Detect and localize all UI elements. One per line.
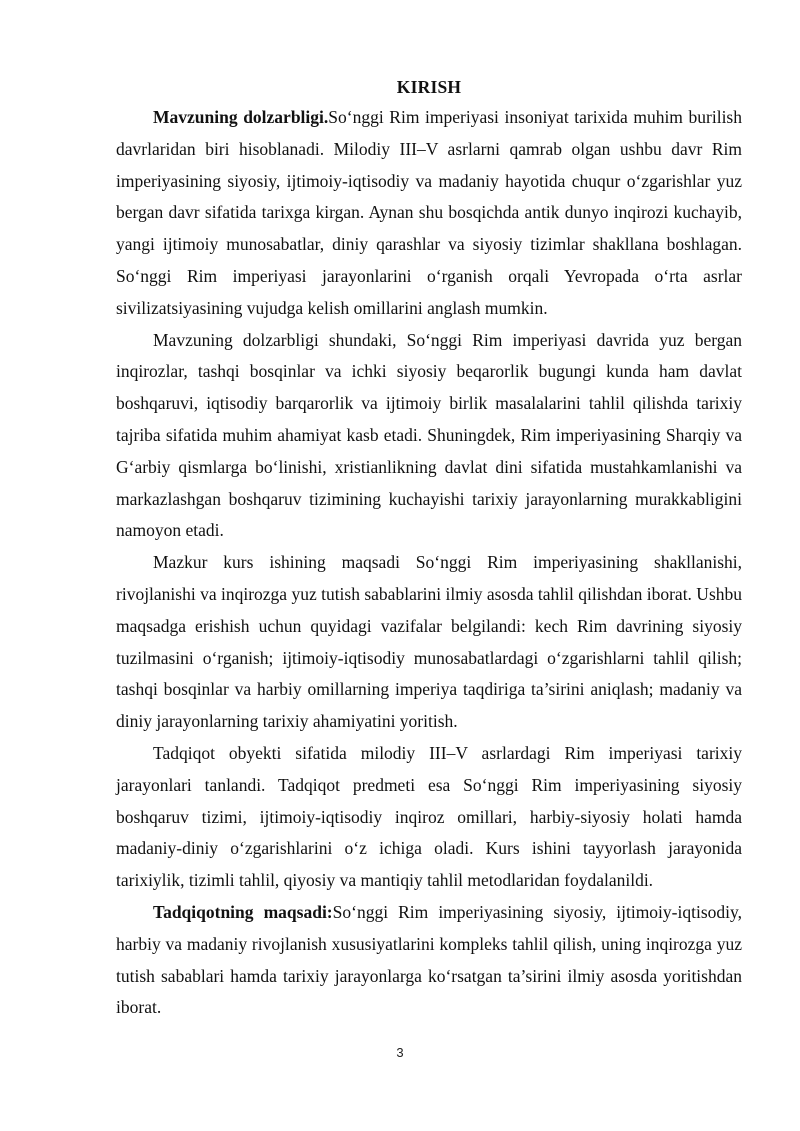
- page-content: [116, 72, 742, 1024]
- paragraph-course-goal: [116, 547, 742, 738]
- paragraph-text: Mavzuning dolzarbligi shundaki, So‘nggi Rim imperiyasi davrida yuz bergan inqirozlar, tashqi bosqinlar va ichki siyosiy beqarorlik bugungi kunda ham davlat boshqaruvi, iqtisodiy barqarorlik va ijtimoiy birlik masalalarini tahlil qilishda tarixiy tajriba sifatida muhim ahamiyat kasb etadi. Shuningdek, Rim imperiyasining Sharqiy va G‘arbiy qismlarga bo‘linishi, xristianlikning davlat dini sifatida mustahkamlanishi va markazlashgan boshqaruv tizimining kuchayishi tarixiy jarayonlarning murakkabligini namoyon etadi.: [116, 329, 742, 541]
- paragraph-text: So‘nggi Rim imperiyasining siyosiy, ijtimoiy-iqtisodiy, harbiy va madaniy rivojlanish xususiyatlarini kompleks tahlil qilish, uning inqirozga yuz tutish sabablari hamda tarixiy jarayonlarga ko‘rsatgan ta’sirini ilmiy asosda yoritishdan iborat.: [116, 901, 742, 1018]
- paragraph-research-aim: [116, 897, 742, 1024]
- paragraph-lead: Tadqiqotning maqsadi:: [153, 901, 333, 922]
- paragraph-relevance-detail: [116, 325, 742, 548]
- page-number: 3: [396, 1045, 404, 1060]
- section-heading: KIRISH: [396, 77, 462, 97]
- paragraph-relevance: [116, 102, 742, 325]
- paragraph-lead: Mavzuning dolzarbligi.: [153, 107, 329, 127]
- paragraph-research-object: [116, 738, 742, 897]
- paragraph-text: Mazkur kurs ishining maqsadi So‘nggi Rim imperiyasining shakllanishi, rivojlanishi va inqirozga yuz tutish sabablarini ilmiy asosda tahlil qilishdan iborat. Ushbu maqsadga erishish uchun quyidagi vazifalar belgilandi: kech Rim davrining siyosiy tuzilmasini o‘rganish; ijtimoiy-iqtisodiy munosabatlardagi o‘zgarishlarni tahlil qilish; tashqi bosqinlar va harbiy omillarning imperiya taqdiriga ta’sirini aniqlash; madaniy va diniy jarayonlarning tarixiy ahamiyatini yoritish.: [116, 552, 743, 732]
- paragraph-text: Tadqiqot obyekti sifatida milodiy III–V asrlardagi Rim imperiyasi tarixiy jarayonlari tanlandi. Tadqiqot predmeti esa So‘nggi Rim imperiyasining siyosiy boshqaruv tizimi, ijtimoiy-iqtisodiy inqiroz omillari, harbiy-siyosiy holati hamda madaniy-diniy o‘zgarishlarini o‘z ichiga oladi. Kurs ishini tayyorlash jarayonida tarixiylik, tizimli tahlil, qiyosiy va mantiqiy tahlil metodlaridan foydalanildi.: [116, 742, 742, 891]
- paragraph-text: So‘nggi Rim imperiyasi insoniyat tarixida muhim burilish davrlaridan biri hisoblanadi. Milodiy III–V asrlarni qamrab olgan ushbu davr Rim imperiyasining siyosiy, ijtimoiy-iqtisodiy va madaniy hayotida chuqur o‘zgarishlar yuz bergan davr sifatida tarixga kirgan. Aynan shu bosqichda antik dunyo inqirozi kuchayib, yangi ijtimoiy munosabatlar, diniy qarashlar va siyosiy tizimlar shakllana boshlagan. So‘nggi Rim imperiyasi jarayonlarini o‘rganish orqali Yevropada o‘rta asrlar sivilizatsiyasining vujudga kelish omillarini anglash mumkin.: [116, 107, 742, 318]
